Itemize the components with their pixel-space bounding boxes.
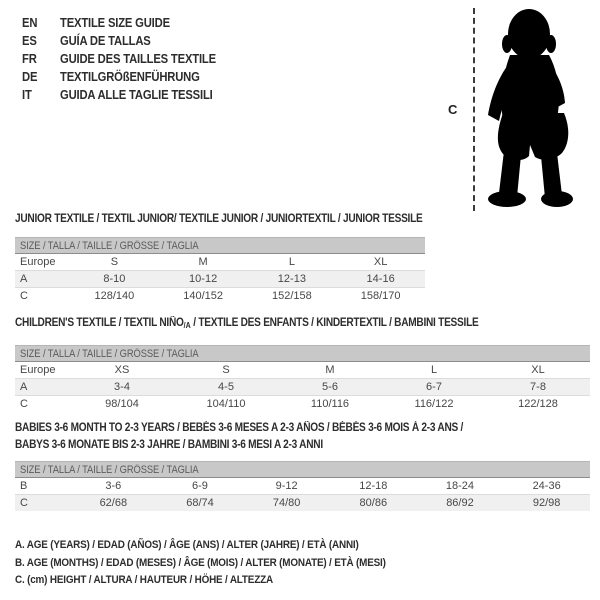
cell: 122/128 (518, 398, 558, 410)
language-row-it (22, 86, 233, 104)
language-label: GUIDA ALLE TAGLIE TESSILI (60, 88, 213, 102)
table-row-age (15, 271, 425, 288)
legend-note-b: B. AGE (MONTHS) / EDAD (MESES) / ÂGE (MOIS) / ALTER (MONATE) / ETÀ (MESI) (15, 556, 386, 569)
row-label: C (20, 398, 28, 410)
babies-table-title (15, 420, 463, 453)
cell: 128/140 (94, 290, 135, 302)
language-label: GUIDE DES TAILLES TEXTILE (60, 52, 216, 66)
table-row-height (15, 495, 590, 512)
language-code: DE (22, 70, 38, 84)
cell: M (278, 362, 382, 379)
cell: 14-16 (336, 271, 425, 288)
legend-note-c: C. (cm) HEIGHT / ALTURA / HAUTEUR / HÖHE / ALTEZZA (15, 574, 273, 586)
children-table-title (15, 317, 478, 330)
cell: 12-18 (330, 478, 417, 495)
cell: 3-6 (70, 478, 157, 495)
size-header-label: SIZE / TALLA / TAILLE / GRÖSSE / TAGLIA (20, 463, 199, 476)
cell: 6-7 (382, 379, 486, 396)
language-label: TEXTILGRÖßENFÜHRUNG (60, 70, 200, 84)
row-label: A (15, 271, 70, 288)
size-header-row (15, 346, 590, 362)
cell: L (248, 254, 337, 271)
babies-size-table (15, 461, 590, 511)
children-size-table (15, 345, 590, 412)
table-row-europe (15, 362, 590, 379)
cell: L (382, 362, 486, 379)
cell: 6-9 (157, 478, 244, 495)
cell: 110/116 (310, 398, 350, 410)
size-header-row (15, 462, 590, 478)
cell: 80/86 (330, 495, 417, 512)
size-header-label: SIZE / TALLA / TAILLE / GRÖSSE / TAGLIA (20, 347, 199, 360)
cell: 8-10 (70, 271, 159, 288)
language-code: EN (22, 16, 38, 30)
table-row-height (15, 288, 425, 305)
cell: 98/104 (105, 398, 139, 410)
language-guide (22, 14, 233, 104)
cell: 5-6 (278, 379, 382, 396)
size-header-label: SIZE / TALLA / TAILLE / GRÖSSE / TAGLIA (20, 239, 199, 252)
height-measure-dashed-line (473, 8, 475, 211)
cell: XS (70, 362, 174, 379)
cell: 68/74 (157, 495, 244, 512)
cell: 158/170 (360, 290, 401, 302)
cell: 116/122 (414, 398, 454, 410)
title-subscript: /A (183, 321, 191, 330)
cell: 12-13 (248, 271, 337, 288)
cell: 3-4 (70, 379, 174, 396)
height-measure-label: C (448, 102, 458, 117)
language-code: IT (22, 88, 32, 102)
legend-note-a: A. AGE (YEARS) / EDAD (AÑOS) / ÂGE (ANS) / ALTER (JAHRE) / ETÀ (ANNI) (15, 539, 359, 551)
title-line-1: BABIES 3-6 MONTH TO 2-3 YEARS / BEBÉS 3-6 MESES A 2-3 AÑOS / BÉBÉS 3-6 MOIS À 2-3 ANS / (15, 422, 464, 434)
cell: 104/110 (206, 398, 246, 410)
title-line-2: BABYS 3-6 MONATE BIS 2-3 JAHRE / BAMBINI 3-6 MESI A 2-3 ANNI (15, 438, 323, 451)
cell: 62/68 (70, 495, 157, 512)
table-row-europe (15, 254, 425, 271)
row-label: C (15, 495, 70, 512)
cell: 152/158 (271, 290, 312, 302)
language-row-de (22, 68, 233, 86)
legend-notes (15, 537, 427, 590)
junior-size-table (15, 237, 425, 304)
cell: XL (336, 254, 425, 271)
language-label: TEXTILE SIZE GUIDE (60, 16, 170, 30)
row-label: Europe (15, 362, 70, 379)
cell: 9-12 (243, 478, 330, 495)
cell: 92/98 (503, 495, 590, 512)
language-row-en (22, 14, 233, 32)
cell: 24-36 (503, 478, 590, 495)
cell: XL (486, 362, 590, 379)
cell: S (70, 254, 159, 271)
cell: 7-8 (486, 379, 590, 396)
size-header-row (15, 238, 425, 254)
language-label: GUÍA DE TALLAS (60, 34, 151, 48)
language-code: ES (22, 34, 37, 48)
table-row-months (15, 478, 590, 495)
row-label: Europe (15, 254, 70, 271)
row-label: A (15, 379, 70, 396)
language-row-es (22, 32, 233, 50)
language-row-fr (22, 50, 233, 68)
row-label: B (15, 478, 70, 495)
junior-table-title: JUNIOR TEXTILE / TEXTIL JUNIOR/ TEXTILE JUNIOR / JUNIORTEXTIL / JUNIOR TESSILE (15, 213, 423, 225)
title-text: CHILDREN'S TEXTILE / TEXTIL NIÑO (15, 317, 184, 329)
title-text: / TEXTILE DES ENFANTS / KINDERTEXTIL / BAMBINI TESSILE (190, 317, 479, 329)
cell: 74/80 (243, 495, 330, 512)
baby-silhouette-icon (484, 3, 599, 209)
row-label: C (20, 290, 28, 302)
table-row-height (15, 396, 590, 413)
cell: 4-5 (174, 379, 278, 396)
cell: 10-12 (159, 271, 248, 288)
cell: 18-24 (417, 478, 504, 495)
cell: 86/92 (417, 495, 504, 512)
cell: S (174, 362, 278, 379)
cell: M (159, 254, 248, 271)
language-code: FR (22, 52, 37, 66)
cell: 140/152 (183, 290, 223, 302)
table-row-age (15, 379, 590, 396)
